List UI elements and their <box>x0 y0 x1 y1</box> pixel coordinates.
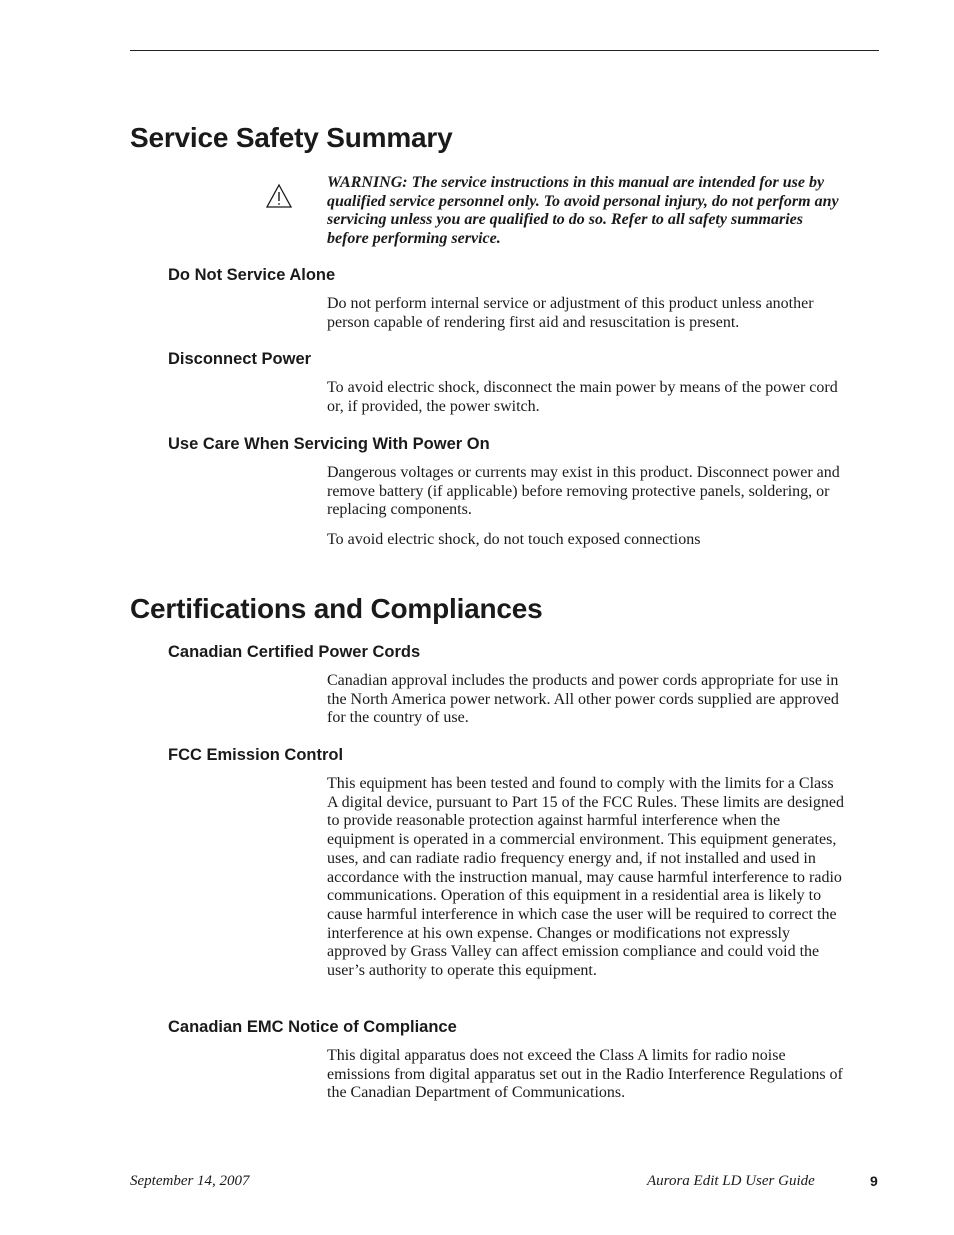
paragraph-disconnect-power: To avoid electric shock, disconnect the main power by means of the power cord or, if provided, the power switch. <box>327 379 838 415</box>
section-title-service-safety: Service Safety Summary <box>130 122 453 153</box>
paragraph-use-care-power-on-2: To avoid electric shock, do not touch exposed connections <box>327 531 701 548</box>
header-rule <box>130 50 879 51</box>
paragraph-canadian-emc: This digital apparatus does not exceed the Class A limits for radio noise emissions from digital apparatus set out in the Radio Interference Regulations of the Canadian Department of Communications. <box>327 1047 843 1102</box>
paragraph-do-not-service-alone: Do not perform internal service or adjustment of this product unless another person capable of rendering first aid and resuscitation is present. <box>327 295 814 331</box>
subsection-title-canadian-power-cords: Canadian Certified Power Cords <box>168 643 421 661</box>
paragraph-fcc-emission: This equipment has been tested and found to comply with the limits for a Class A digital device, pursuant to Part 15 of the FCC Rules. These limits are designed to provide reasonable protection against harmful interference when the equipment is operated in a commercial environment. This equipment generates, uses, and can radiate radio frequency energy and, if not installed and used in accordance with the instruction manual, may cause harmful interference to radio communications. Operation of this equipment in a residential area is likely to cause harmful interference in which case the user will be required to correct the interference at his own expense. Changes or modifications not expressly approved by Grass Valley can affect emission compliance and could void the user’s authority to operate this equipment. <box>327 775 844 980</box>
footer-date: September 14, 2007 <box>130 1173 250 1189</box>
subsection-title-do-not-service-alone: Do Not Service Alone <box>168 266 336 284</box>
paragraph-canadian-power-cords: Canadian approval includes the products and power cords appropriate for use in the North America power network. All other power cords supplied are approved for the country of use. <box>327 672 839 727</box>
subsection-title-use-care-power-on: Use Care When Servicing With Power On <box>168 435 490 453</box>
page-number: 9 <box>870 1173 878 1189</box>
subsection-title-canadian-emc: Canadian EMC Notice of Compliance <box>168 1018 457 1036</box>
warning-triangle-icon <box>265 183 293 209</box>
section-title-certifications: Certifications and Compliances <box>130 593 543 624</box>
service-warning-text: WARNING: The service instructions in this manual are intended for use by qualified service personnel only. To avoid personal injury, do not perform any servicing unless you are qualified to do so. Refer to all safety summaries before performing service. <box>327 174 839 248</box>
footer-guide-title: Aurora Edit LD User Guide <box>647 1173 815 1189</box>
subsection-title-disconnect-power: Disconnect Power <box>168 350 312 368</box>
subsection-title-fcc-emission: FCC Emission Control <box>168 746 344 764</box>
paragraph-use-care-power-on-1: Dangerous voltages or currents may exist in this product. Disconnect power and remove battery (if applicable) before removing protective panels, soldering, or replacing components. <box>327 464 840 519</box>
